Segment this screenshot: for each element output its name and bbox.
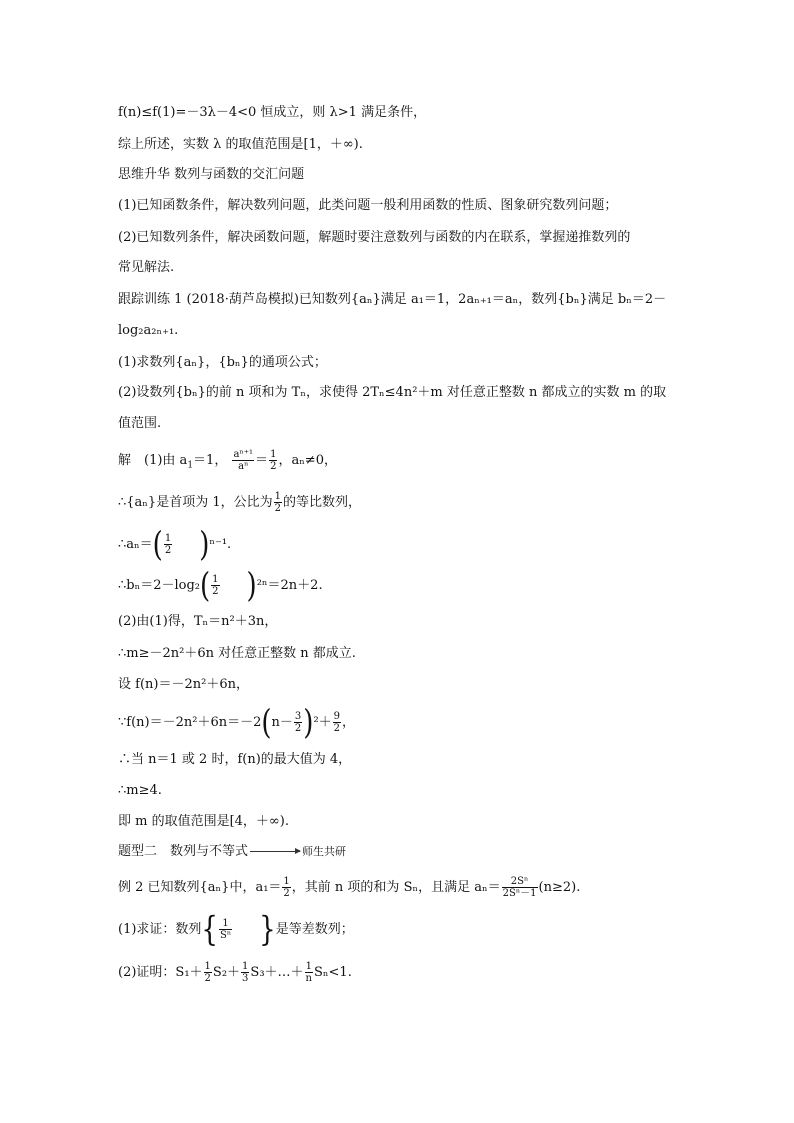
example-text: (1)求证：数列 — [118, 922, 202, 937]
left-paren: ( — [261, 703, 272, 742]
denominator: 2 — [333, 723, 341, 734]
solution-text: ²＋ — [313, 715, 332, 730]
solution-text: ∴{aₙ}是首项为 1，公比为 — [118, 495, 273, 510]
subscript: 1 — [187, 460, 194, 471]
fraction — [204, 961, 212, 984]
denominator: 2 — [274, 503, 281, 514]
solution-line — [118, 703, 356, 742]
solution-text: n－ — [271, 715, 293, 730]
fraction — [305, 961, 313, 984]
numerator: 1 — [270, 449, 277, 460]
numerator: 9 — [333, 711, 341, 722]
example-text: Sₙ<1. — [314, 965, 352, 980]
numerator: 1 — [164, 533, 172, 544]
text-line: 常见解法. — [118, 260, 175, 275]
exercise-line: 跟踪训练 1 (2018·葫芦岛模拟)已知数列{aₙ}满足 a₁＝1，2aₙ₊₁＝aₙ，数列{bₙ}满足 bₙ＝2－ — [118, 292, 667, 307]
denominator: 2 — [212, 586, 219, 597]
fraction — [294, 711, 302, 734]
denominator: aⁿ — [238, 461, 249, 472]
solution-line: 即 m 的取值范围是[4，＋∞). — [118, 814, 289, 829]
numerator: 1 — [283, 876, 290, 887]
denominator: n — [305, 973, 312, 984]
numerator: 1 — [212, 574, 219, 585]
text-line: 综上所述，实数 λ 的取值范围是[1，＋∞). — [118, 137, 363, 152]
example-text: 例 2 已知数列{aₙ}中，a₁＝ — [118, 880, 282, 895]
section-title — [118, 842, 346, 862]
text-line: (2)已知数列条件，解决函数问题，解题时要注意数列与函数的内在联系，掌握递推数列的 — [118, 230, 631, 245]
example-question — [118, 910, 354, 949]
example-text: (2)证明：S₁＋ — [118, 965, 203, 980]
denominator: 2 — [283, 888, 290, 899]
denominator: 2 — [204, 973, 211, 984]
fraction — [274, 491, 282, 514]
example-line — [118, 876, 580, 899]
fraction — [219, 918, 232, 941]
example-text: S₂＋ — [212, 965, 241, 980]
denominator: 2Sⁿ－1 — [502, 888, 537, 899]
solution-text: ⁿ⁻¹. — [209, 537, 232, 552]
fraction — [333, 711, 341, 734]
solution-text: ∴aₙ＝ — [118, 537, 153, 552]
left-paren: ( — [152, 525, 163, 564]
left-paren: ( — [200, 566, 211, 605]
right-paren: ) — [199, 525, 210, 564]
fraction — [211, 574, 219, 597]
solution-text: ∵f(n)＝－2n²＋6n＝－2 — [118, 715, 262, 730]
denominator: 2 — [294, 723, 302, 734]
text-line: 值范围. — [118, 416, 162, 431]
question-line: (2)设数列{bₙ}的前 n 项和为 Tₙ，求使得 2Tₙ≤4n²＋m 对任意正整数 n 都成立的实数 m 的取 — [118, 385, 667, 400]
numerator: 2Sⁿ — [502, 876, 538, 888]
solution-line: (2)由(1)得，Tₙ＝n²＋3n， — [118, 614, 278, 629]
solution-line: ∴m≥－2n²＋6n 对任意正整数 n 都成立. — [118, 646, 356, 661]
example-text: ，其前 n 项的和为 Sₙ，且满足 aₙ＝ — [291, 880, 501, 895]
denominator: 3 — [242, 973, 249, 984]
section-heading: 思维升华 数列与函数的交汇问题 — [118, 167, 305, 182]
numerator: 1 — [204, 961, 211, 972]
solution-text: ＝1， — [193, 453, 228, 468]
text-line: log₂a₂ₙ₊₁. — [118, 323, 179, 338]
section-title-text: 题型二 数列与不等式 — [118, 844, 249, 859]
denominator: 2 — [164, 545, 172, 556]
solution-text: 的等比数列， — [282, 495, 361, 510]
numerator: 1 — [274, 491, 281, 502]
numerator: 1 — [305, 961, 312, 972]
solution-text: ∴bₙ＝2－log₂ — [118, 578, 201, 593]
numerator: aⁿ⁺¹ — [233, 449, 254, 460]
example-text: 是等差数列； — [275, 922, 354, 937]
numerator: 3 — [294, 711, 302, 722]
solution-text: ，aₙ≠0， — [278, 453, 337, 468]
fraction — [269, 449, 277, 472]
equals: ＝ — [255, 453, 269, 468]
solution-line — [118, 491, 361, 514]
right-paren: ) — [246, 566, 257, 605]
solution-text: ， — [342, 715, 356, 730]
right-paren: } — [259, 910, 276, 949]
numerator: 1 — [242, 961, 249, 972]
solution-line — [118, 449, 337, 476]
fraction — [282, 876, 290, 899]
example-text: S₃＋…＋ — [250, 965, 304, 980]
numerator: 1 — [219, 918, 232, 930]
arrow-icon — [250, 851, 300, 852]
text-line: f(n)≤f(1)=－3λ－4<0 恒成立，则 λ>1 满足条件， — [118, 105, 427, 120]
example-text: (n≥2). — [538, 880, 581, 895]
solution-line: ∴当 n＝1 或 2 时，f(n)的最大值为 4， — [118, 752, 352, 767]
denominator: Sⁿ — [219, 930, 232, 941]
solution-line — [118, 525, 232, 564]
fraction — [502, 876, 538, 899]
solution-line — [118, 566, 323, 605]
fraction — [241, 961, 249, 984]
fraction — [232, 449, 254, 472]
text-line: (1)已知函数条件，解决数列问题，此类问题一般利用函数的性质、图象研究数列问题； — [118, 198, 618, 213]
solution-line: ∴m≥4. — [118, 783, 162, 798]
denominator: 2 — [270, 461, 277, 472]
right-paren: ) — [303, 703, 314, 742]
question-line: (1)求数列{aₙ}，{bₙ}的通项公式； — [118, 355, 327, 370]
solution-text: 解 (1)由 a — [118, 453, 188, 468]
section-tag: 师生共研 — [302, 845, 347, 858]
fraction — [164, 533, 172, 556]
solution-line: 设 f(n)＝－2n²＋6n， — [118, 677, 249, 692]
solution-text: ²ⁿ＝2n＋2. — [256, 578, 323, 593]
example-question — [118, 961, 352, 984]
left-paren: { — [201, 910, 218, 949]
